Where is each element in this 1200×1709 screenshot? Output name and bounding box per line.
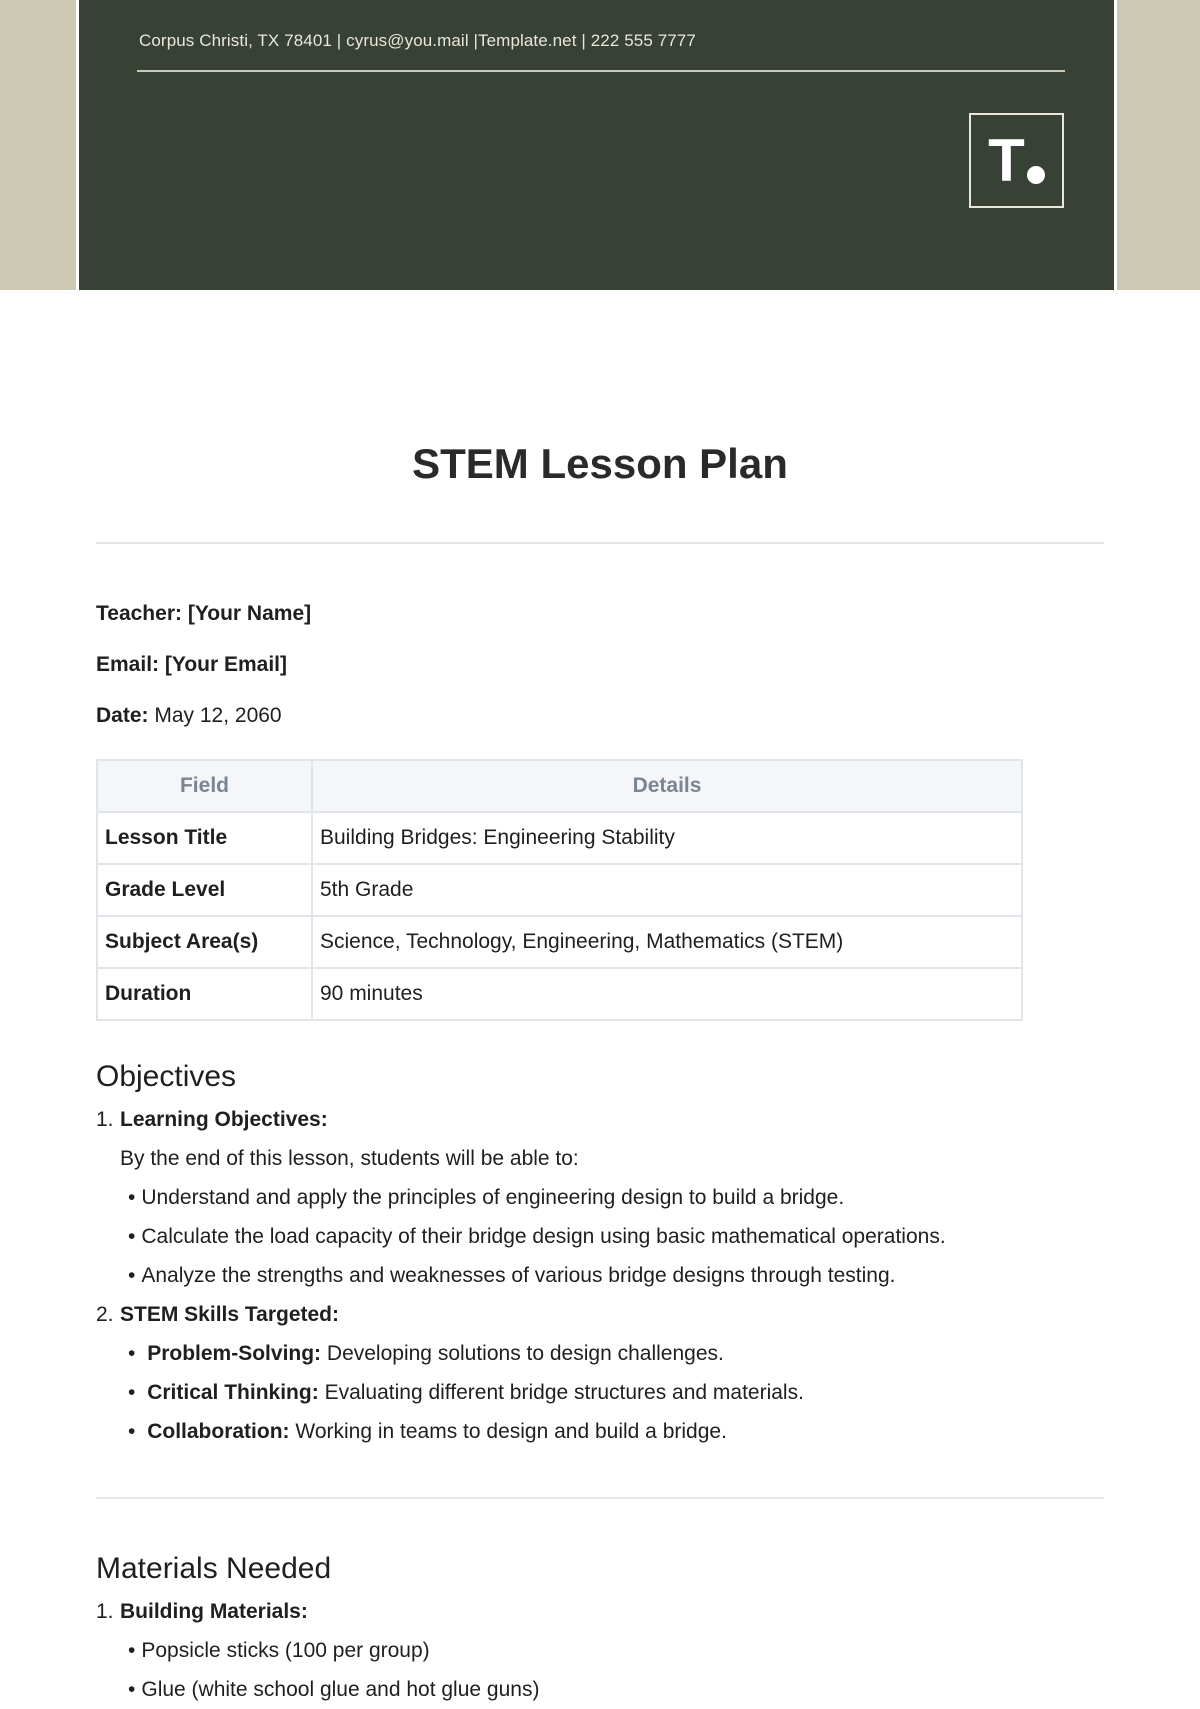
lesson-info-table xyxy=(96,759,1023,1021)
column-header-details: Details xyxy=(312,760,1022,812)
materials-heading: Materials Needed xyxy=(96,1552,332,1585)
row-details: Building Bridges: Engineering Stability xyxy=(312,812,1022,864)
table-row xyxy=(97,864,1022,916)
table-row xyxy=(97,916,1022,968)
list-item: • Popsicle sticks (100 per group) xyxy=(96,1631,1136,1670)
logo-dot-icon xyxy=(1027,166,1045,184)
objectives-section xyxy=(96,1060,1136,1451)
date-value: May 12, 2060 xyxy=(154,704,282,727)
teacher-line xyxy=(96,602,311,626)
list-item xyxy=(96,1334,1136,1373)
skill-text: Developing solutions to design challenges. xyxy=(326,1342,724,1365)
title-divider xyxy=(96,542,1104,544)
column-header-field: Field xyxy=(97,760,312,812)
table-row xyxy=(97,968,1022,1020)
letterhead xyxy=(76,0,1117,290)
objectives-intro: By the end of this lesson, students will be able to: xyxy=(120,1147,579,1170)
row-field: Duration xyxy=(97,968,312,1020)
item-number: 1. xyxy=(96,1600,114,1623)
page-title: STEM Lesson Plan xyxy=(412,440,788,487)
list-item: • Understand and apply the principles of engineering design to build a bridge. xyxy=(96,1178,1136,1217)
email-value: [Your Email] xyxy=(164,653,287,676)
skill-name: Collaboration: xyxy=(147,1420,290,1443)
objectives-heading: Objectives xyxy=(96,1060,237,1093)
list-item: • Calculate the load capacity of their bridge design using basic mathematical operations. xyxy=(96,1217,1136,1256)
skill-text: Working in teams to design and build a bridge. xyxy=(295,1420,727,1443)
teacher-value: [Your Name] xyxy=(187,602,312,625)
list-item xyxy=(96,1373,1136,1412)
date-label: Date: xyxy=(96,704,149,727)
row-field: Subject Area(s) xyxy=(97,916,312,968)
item-label: STEM Skills Targeted: xyxy=(120,1303,339,1326)
skill-name: Problem-Solving: xyxy=(147,1342,322,1365)
list-item: • Analyze the strengths and weaknesses of various bridge designs through testing. xyxy=(96,1256,1136,1295)
item-number: 2. xyxy=(96,1303,114,1326)
teacher-label: Teacher: xyxy=(96,602,182,625)
list-item: • Glue (white school glue and hot glue guns) xyxy=(96,1670,1136,1709)
list-item xyxy=(96,1295,1136,1334)
skill-text: Evaluating different bridge structures and materials. xyxy=(324,1381,804,1404)
email-line xyxy=(96,653,287,677)
table-header-row xyxy=(97,760,1022,812)
row-details: Science, Technology, Engineering, Mathematics (STEM) xyxy=(312,916,1022,968)
item-label: Building Materials: xyxy=(120,1600,308,1623)
list-item xyxy=(96,1592,1136,1631)
email-label: Email: xyxy=(96,653,160,676)
skill-name: Critical Thinking: xyxy=(147,1381,319,1404)
row-details: 5th Grade xyxy=(312,864,1022,916)
item-label: Learning Objectives: xyxy=(120,1108,328,1131)
row-details: 90 minutes xyxy=(312,968,1022,1020)
section-divider xyxy=(96,1497,1104,1499)
contact-line: Corpus Christi, TX 78401 | cyrus@you.mail |Template.net | 222 555 7777 xyxy=(139,31,696,50)
date-line xyxy=(96,704,282,728)
row-field: Grade Level xyxy=(97,864,312,916)
list-item xyxy=(96,1100,1136,1139)
item-number: 1. xyxy=(96,1108,114,1131)
contact-divider xyxy=(137,70,1065,72)
list-item xyxy=(96,1412,1136,1451)
materials-section xyxy=(96,1552,1136,1709)
company-logo xyxy=(969,113,1064,208)
row-field: Lesson Title xyxy=(97,812,312,864)
table-row xyxy=(97,812,1022,864)
logo-letter: T xyxy=(988,126,1025,194)
